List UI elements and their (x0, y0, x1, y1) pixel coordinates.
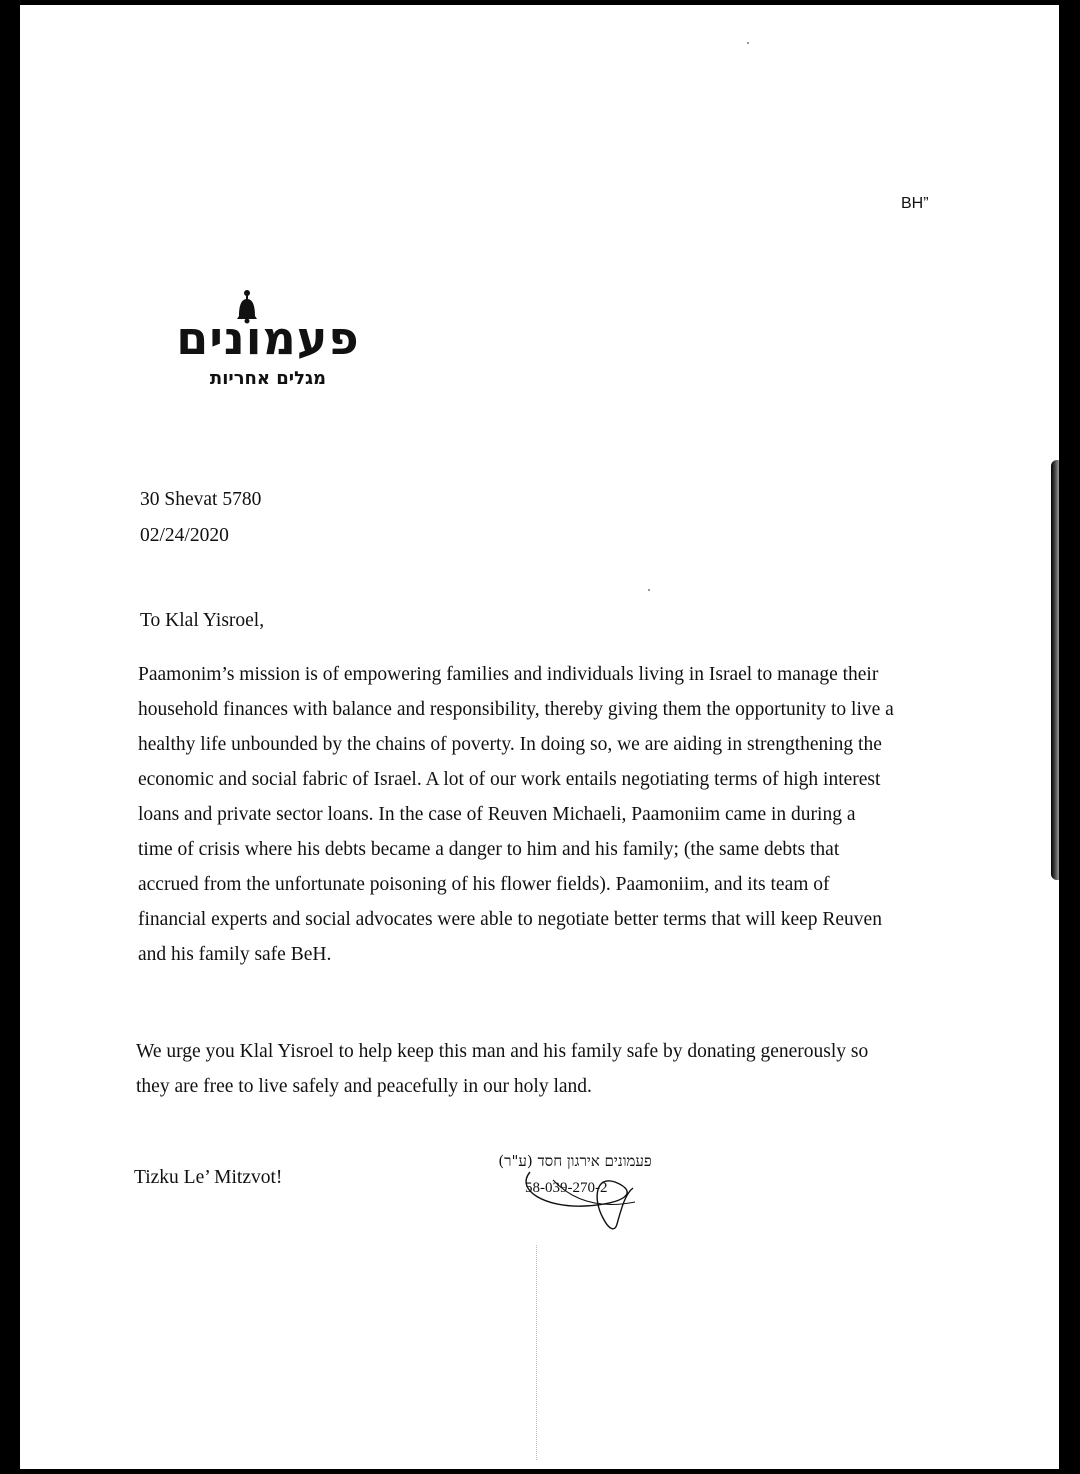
scan-speck (648, 589, 650, 591)
paragraph-line: economic and social fabric of Israel. A lot of our work entails negotiating terms of high interest (138, 769, 881, 790)
paragraph-line: time of crisis where his debts became a danger to him and his family; (the same debts that (138, 839, 840, 860)
paragraph-line: household finances with balance and responsibility, thereby giving them the opportunity to live a (138, 699, 894, 720)
handwritten-signature (475, 1150, 675, 1240)
paragraph-line: accrued from the unfortunate poisoning of his flower fields). Paamoniim, and its team of (138, 874, 830, 895)
gregorian-date: 02/24/2020 (140, 525, 229, 546)
salutation: To Klal Yisroel, (140, 610, 265, 631)
letter-page (20, 5, 1059, 1469)
stamp-org-name: פעמונים אירגון חסד (ע"ר) (498, 1152, 652, 1170)
paragraph-line: and his family safe BeH. (138, 944, 332, 965)
paamonim-logo (163, 290, 373, 400)
logo-tagline: מגלים אחריות (209, 368, 327, 389)
paragraph-line: financial experts and social advocates were able to negotiate better terms that will keep Reuven (138, 909, 882, 930)
organization-stamp (475, 1150, 675, 1240)
scan-speck (747, 42, 749, 44)
logo-wordmark: פעמונים (176, 311, 360, 365)
fold-mark (536, 1245, 538, 1460)
bh-mark: BH” (901, 195, 929, 212)
paragraph-line: healthy life unbounded by the chains of poverty. In doing so, we are aiding in strengthening the (138, 734, 882, 755)
closing-line: Tizku Le’ Mitzvot! (134, 1167, 283, 1188)
stamp-registration-number: 58-039-270-2 (525, 1180, 608, 1196)
body-paragraph-1 (138, 657, 938, 972)
page-edge-shadow (1051, 460, 1059, 880)
paragraph-line: loans and private sector loans. In the case of Reuven Michaeli, Paamoniim came in during a (138, 804, 856, 825)
hebrew-date: 30 Shevat 5780 (140, 489, 262, 510)
body-paragraph-2 (136, 1034, 936, 1104)
paragraph-line: they are free to live safely and peacefully in our holy land. (136, 1076, 592, 1097)
paragraph-line: Paamonim’s mission is of empowering families and individuals living in Israel to manage their (138, 664, 879, 685)
paragraph-line: We urge you Klal Yisroel to help keep this man and his family safe by donating generously so (136, 1041, 869, 1062)
